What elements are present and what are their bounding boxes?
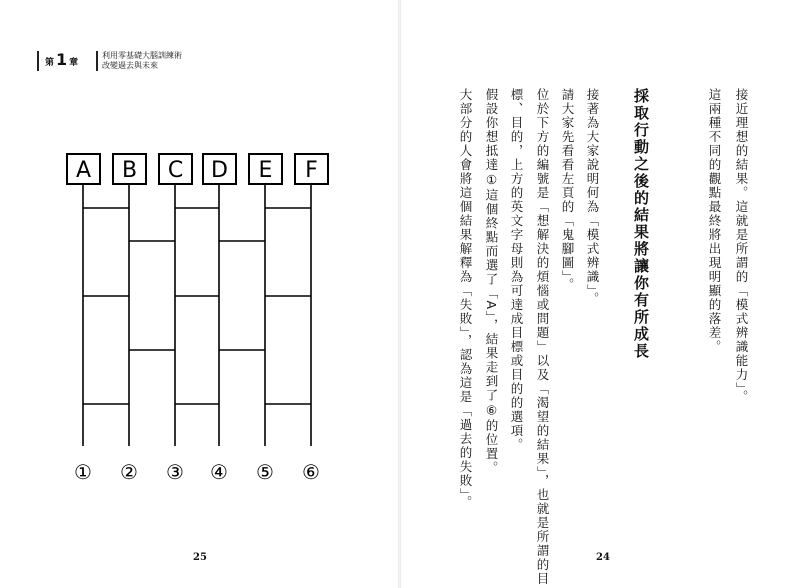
goal-number: ⑥ bbox=[302, 460, 320, 484]
body-column: 接著為大家說明何為「模式辨識」。 bbox=[585, 88, 600, 306]
body-column: 標、目的，上方的英文字母則為可達成目標或目的的選項。 bbox=[509, 88, 524, 452]
page-number-left: 25 bbox=[193, 552, 207, 563]
option-letter: D bbox=[211, 158, 228, 183]
option-letter: B bbox=[121, 158, 138, 183]
goal-number: ① bbox=[74, 460, 92, 484]
section-heading: 採取行動之後的結果將讓你有所成長 bbox=[632, 88, 650, 360]
chapter-number: 1 bbox=[56, 50, 68, 69]
body-column: 請大家先看看左頁的「鬼腳圖」。 bbox=[560, 88, 575, 292]
goal-number: ③ bbox=[166, 460, 184, 484]
page-number-right: 24 bbox=[596, 552, 610, 563]
goal-number: ⑤ bbox=[256, 460, 274, 484]
goal-number: ④ bbox=[210, 460, 228, 484]
chapter-suffix: 章 bbox=[69, 58, 79, 68]
header-title-line1: 利用零基礎大腦訓練術 bbox=[102, 51, 182, 60]
body-column: 假設你想抵達①這個終點而選了「A」，結果走到了⑥的位置。 bbox=[484, 88, 499, 475]
body-column: 這兩種不同的觀點最終將出現明顯的落差。 bbox=[707, 88, 722, 354]
body-column: 大部分的人會將這個結果解釋為「失敗」，認為這是「過去的失敗」。 bbox=[458, 88, 473, 510]
ghost-leg-diagram bbox=[0, 0, 399, 588]
option-letter: F bbox=[305, 158, 318, 183]
body-column: 接近理想的結果。這就是所謂的「模式辨識能力」。 bbox=[734, 88, 749, 404]
chapter-prefix: 第 bbox=[45, 58, 55, 68]
option-letter: E bbox=[258, 158, 273, 183]
body-column: 位於下方的編號是「想解決的煩惱或問題」以及「渴望的結果」，也就是所謂的目 bbox=[535, 88, 550, 586]
goal-number: ② bbox=[120, 460, 138, 484]
option-letter: A bbox=[75, 158, 92, 183]
header-title-line2: 改變過去與未來 bbox=[102, 61, 158, 70]
option-letter: C bbox=[167, 158, 184, 183]
